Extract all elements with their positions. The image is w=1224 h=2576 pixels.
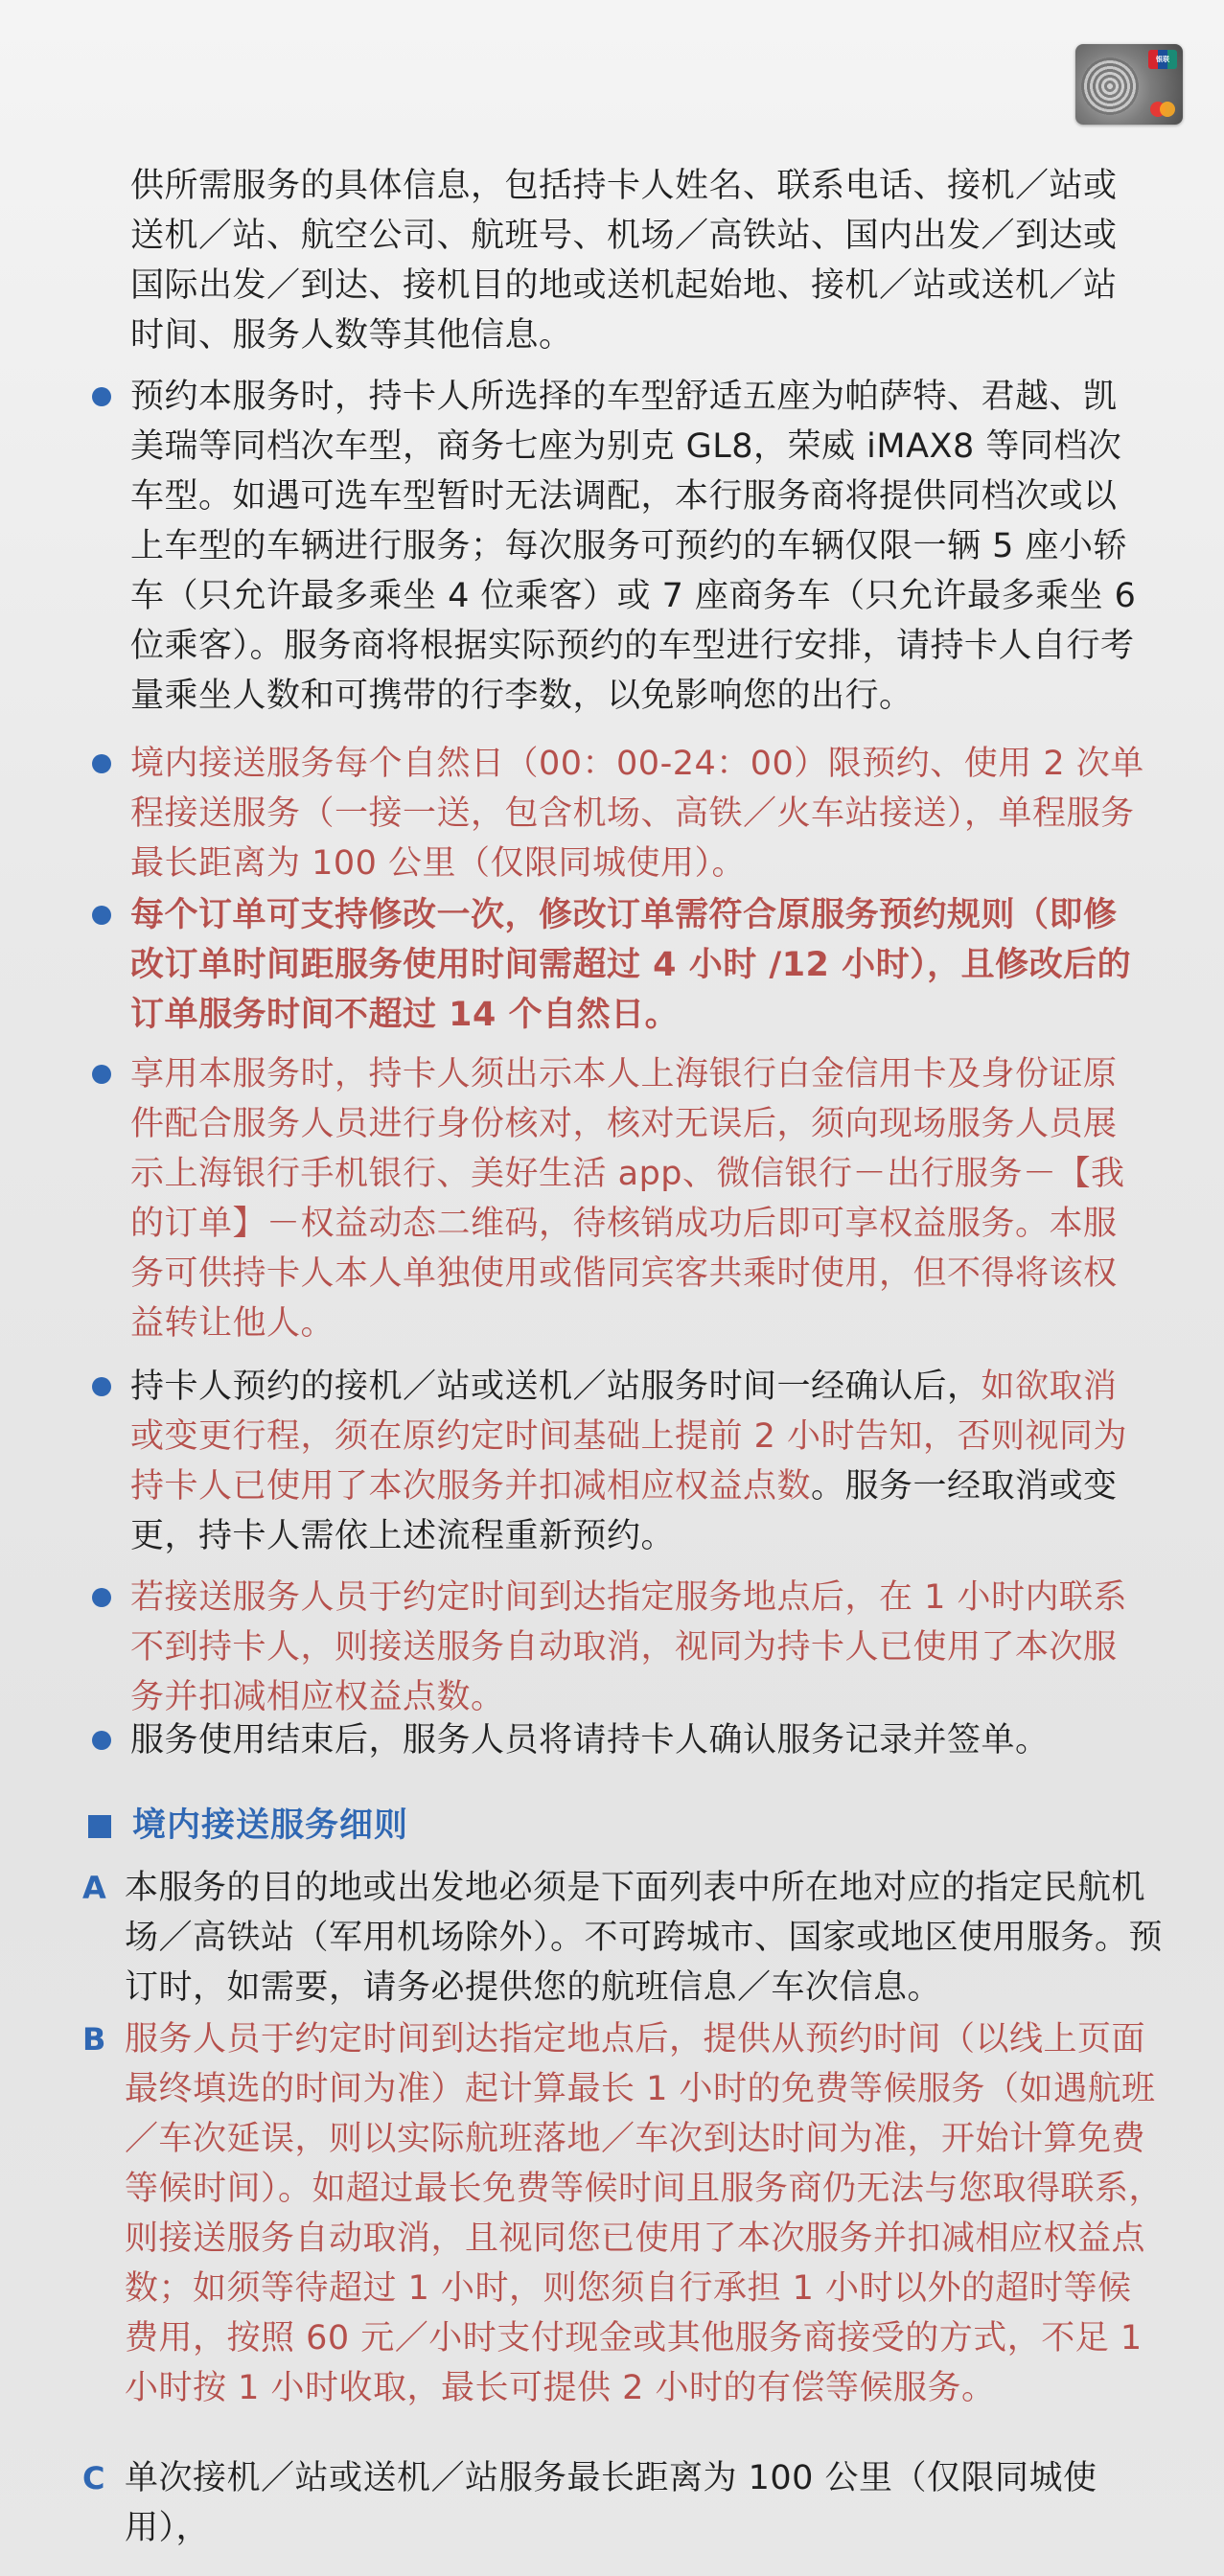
section-item-a: 本服务的目的地或出发地必须是下面列表中所在地对应的指定民航机场／高铁站（军用机场除外）。不可跨城市、国家或地区使用服务。预订时，如需要，请务必提供您的航班信息／车次信息。 xyxy=(125,1869,1164,2007)
mastercard-logo-icon xyxy=(1150,102,1175,117)
bullet-dot-icon xyxy=(92,1377,111,1396)
cancellation-text-highlight: 如欲取消或变更行程，须在原约定时间基础上提前 2 小时告知，否则视同为持卡人已使用了本次服务并扣减相应权益点数 xyxy=(130,1368,1128,1506)
bullet-identity-verification: 享用本服务时，持卡人须出示本人上海银行白金信用卡及身份证原件配合服务人员进行身份核对，核对无误后，须向现场服务人员展示上海银行手机银行、美好生活 app、微信银行－出行服务－【我的订单】－权益动态二维码，待核销成功后即可享权益服务。本服务可供持卡人本人单独使用或偕同宾客共乘时使用，但不得将该权益转让他人。 xyxy=(130,1055,1125,1343)
section-item-letter: C xyxy=(82,2460,105,2496)
bullet-dot-icon xyxy=(92,387,111,406)
bullet-dot-icon xyxy=(92,906,111,925)
cancellation-text-start: 持卡人预约的接机／站或送机／站服务时间一经确认后， xyxy=(130,1368,982,1406)
bullet-dot-icon xyxy=(92,754,111,773)
section-item-letter: A xyxy=(82,1870,106,1906)
bullet-service-record: 服务使用结束后，服务人员将请持卡人确认服务记录并签单。 xyxy=(130,1721,1050,1760)
card-pattern xyxy=(1081,58,1139,115)
section-item-b: 服务人员于约定时间到达指定地点后，提供从预约时间（以线上页面最终填选的时间为准）起计算最长 1 小时的免费等候服务（如遇航班／车次延误，则以实际航班落地／车次到达时间为准，开始计算免费等候时间）。如超过最长免费等候时间且服务商仍无法与您取得联系，则接送服务自动取消，且视同您已使用了本次服务并扣减相应权益点数；如须等待超过 1 小时，则您须自行承担 1 小时以外的超时等候费用，按照 60 元／小时支付现金或其他服务商接受的方式，不足 1 小时按 1 小时收取，最长可提供 2 小时的有偿等候服务。 xyxy=(125,2020,1164,2407)
bullet-dot-icon xyxy=(92,1731,111,1750)
bullet-dot-icon xyxy=(92,1588,111,1607)
section-item-c: 单次接机／站或送机／站服务最长距离为 100 公里（仅限同城使用）， xyxy=(125,2459,1097,2547)
unionpay-logo: 银联 xyxy=(1148,50,1177,69)
bullet-cancellation-policy xyxy=(130,1362,1146,1561)
bullet-order-modification: 每个订单可支持修改一次，修改订单需符合原服务预约规则（即修改订单时间距服务使用时间需超过 4 小时 /12 小时），且修改后的订单服务时间不超过 14 个自然日。 xyxy=(130,896,1132,1034)
bullet-no-show: 若接送服务人员于约定时间到达指定服务地点后，在 1 小时内联系不到持卡人，则接送服务自动取消，视同为持卡人已使用了本次服务并扣减相应权益点数。 xyxy=(130,1578,1128,1716)
bullet-daily-limit: 境内接送服务每个自然日（00：00-24：00）限预约、使用 2 次单程接送服务（一接一送，包含机场、高铁／火车站接送），单程服务最长距离为 100 公里（仅限同城使用）。 xyxy=(130,745,1144,883)
section-title: 境内接送服务细则 xyxy=(132,1806,409,1845)
credit-card-thumbnail xyxy=(1075,44,1183,125)
bullet-vehicle-models: 预约本服务时，持卡人所选择的车型舒适五座为帕萨特、君越、凯美瑞等同档次车型，商务七座为别克 GL8，荣威 iMAX8 等同档次车型。如遇可选车型暂时无法调配，本行服务商将提供同档次或以上车型的车辆进行服务；每次服务可预约的车辆仅限一辆 5 座小轿车（只允许最多乘坐 4 位乘客）或 7 座商务车（只允许最多乘坐 6 位乘客）。服务商将根据实际预约的车型进行安排，请持卡人自行考量乘坐人数和可携带的行李数，以免影响您的出行。 xyxy=(130,378,1137,715)
intro-paragraph: 供所需服务的具体信息，包括持卡人姓名、联系电话、接机／站或送机／站、航空公司、航班号、机场／高铁站、国内出发／到达或国际出发／到达、接机目的地或送机起始地、接机／站或送机／站时间、服务人数等其他信息。 xyxy=(130,167,1118,355)
cancellation-text-end: 。服务一经取消或变更，持卡人需依上述流程重新预约。 xyxy=(130,1467,1118,1555)
section-square-icon xyxy=(88,1815,111,1838)
section-item-letter: B xyxy=(82,2021,106,2058)
bullet-dot-icon xyxy=(92,1065,111,1084)
